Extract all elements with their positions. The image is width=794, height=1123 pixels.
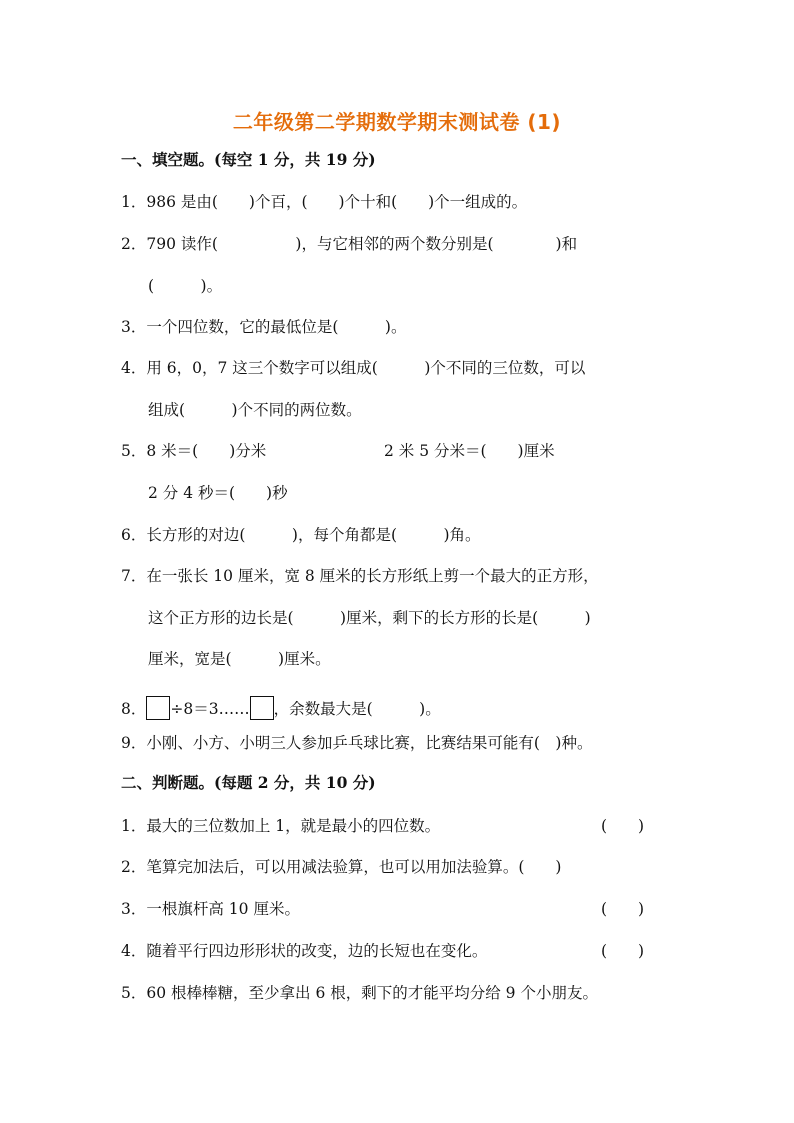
question-4-line2: 组成( )个不同的两位数。	[148, 401, 362, 419]
answer-box-dividend[interactable]	[146, 696, 170, 720]
question-7-line1: 7．在一张长 10 厘米，宽 8 厘米的长方形纸上剪一个最大的正方形，	[121, 567, 599, 585]
question-8	[121, 696, 441, 720]
judge-question-1: 1．最大的三位数加上 1，就是最小的四位数。	[121, 817, 441, 835]
judge-answer-1[interactable]: ( )	[601, 817, 645, 835]
question-6: 6．长方形的对边( )，每个角都是( )角。	[121, 526, 481, 544]
question-4-line1: 4．用 6，0，7 这三个数字可以组成( )个不同的三位数，可以	[121, 359, 586, 377]
judge-question-2: 2．笔算完加法后，可以用减法验算，也可以用加法验算。( )	[121, 858, 562, 876]
question-8-expression: ÷8＝3……	[170, 700, 250, 718]
question-2-line1: 2．790 读作( )，与它相邻的两个数分别是( )和	[121, 235, 578, 253]
question-5-part1: 5．8 米＝( )分米	[121, 442, 267, 460]
question-8-number: 8．	[121, 700, 147, 718]
question-7-line2: 这个正方形的边长是( )厘米，剩下的长方形的长是( )	[148, 609, 591, 627]
question-5-part3: 2 分 4 秒＝( )秒	[148, 484, 288, 502]
question-8-ending: ，余数最大是( )。	[273, 700, 441, 718]
judge-question-4: 4．随着平行四边形形状的改变，边的长短也在变化。	[121, 942, 488, 960]
judge-answer-4[interactable]: ( )	[601, 942, 645, 960]
section2-heading: 二、判断题。(每题 2 分，共 10 分)	[121, 773, 376, 792]
page-title: 二年级第二学期数学期末测试卷 (1)	[232, 110, 562, 134]
question-7-line3: 厘米，宽是( )厘米。	[148, 650, 331, 668]
question-5-part2: 2 米 5 分米＝( )厘米	[384, 442, 555, 460]
judge-question-5: 5．60 根棒棒糖，至少拿出 6 根，剩下的才能平均分给 9 个小朋友。	[121, 984, 598, 1002]
question-9: 9．小刚、小方、小明三人参加乒乓球比赛，比赛结果可能有( )种。	[121, 734, 593, 752]
answer-box-remainder[interactable]	[250, 696, 274, 720]
question-1: 1．986 是由( )个百，( )个十和( )个一组成的。	[121, 193, 528, 211]
question-2-line2: ( )。	[148, 277, 223, 295]
question-3: 3．一个四位数，它的最低位是( )。	[121, 318, 407, 336]
judge-answer-3[interactable]: ( )	[601, 900, 645, 918]
section1-heading: 一、填空题。(每空 1 分，共 19 分)	[121, 150, 376, 169]
judge-question-3: 3．一根旗杆高 10 厘米。	[121, 900, 300, 918]
